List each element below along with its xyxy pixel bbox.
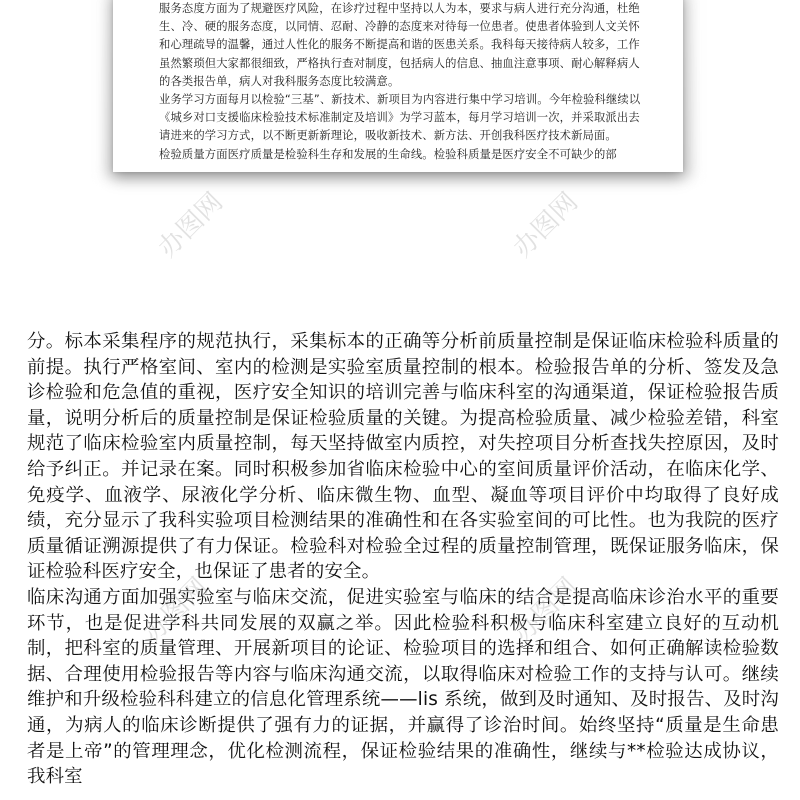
main-paragraph-clinical-communication: 临床沟通方面加强实验室与临床交流，促进实验室与临床的结合是提高临床诊治水平的重要环节，也是促进学科共同发展的双赢之举。因此检验科积极与临床科室建立良好的互动机制，把科室的质量管理、开展新项目的论证、检验项目的选择和组合、如何正确解读检验数据、合理使用检验报告等内容与临床沟通交流，以取得临床对检验工作的支持与认可。继续维护和升级检验科科建立的信息化管理系统——lis 系统，做到及时通知、及时报告、及时沟通，为病人的临床诊断提供了强有力的证据，并赢得了诊治时间。始终坚持“质量是生命患者是上帝”的管理理念，优化检测流程，保证检验结果的准确性，继续与**检验达成协议，我科室 (27, 586, 779, 788)
card-paragraph-quality: 检验质量方面医疗质量是检验科生存和发展的生命线。检验科质量是医疗安全不可缺少的部 (159, 147, 617, 161)
document-preview-text (159, 0, 649, 164)
watermark: 办图网 (507, 187, 584, 264)
card-paragraph-service: 服务态度方面为了规避医疗风险，在诊疗过程中坚持以人为本，要求与病人进行充分沟通，杜绝生、冷、硬的服务态度，以同情、忍耐、冷静的态度来对待每一位患者。使患者体验到人文关怀和心理疏导的温馨，通过人性化的服务不断提高和谐的医患关系。我科每天接待病人较多，工作虽然繁琐但大家都很细致，严格执行查对制度，包括病人的信息、抽血注意事项、耐心解释病人的各类报告单，病人对我科服务态度比较满意。 (159, 2, 640, 88)
watermark: 办图网 (507, 572, 584, 649)
watermark: 办图网 (152, 187, 229, 264)
watermark: 办图网 (137, 572, 214, 649)
main-paragraph-quality-control: 分。标本采集程序的规范执行，采集标本的正确等分析前质量控制是保证临床检验科质量的前提。执行严格室间、室内的检测是实验室质量控制的根本。检验报告单的分析、签发及急诊检验和危急值的重视，医疗安全知识的培训完善与临床科室的沟通渠道，保证检验报告质量，说明分析后的质量控制是保证检验质量的关键。为提高检验质量、减少检验差错，科室规范了临床检验室内质量控制，每天坚持做室内质控，对失控项目分析查找失控原因，及时给予纠正。并记录在案。同时积极参加省临床检验中心的室间质量评价活动，在临床化学、免疫学、血液学、尿液化学分析、临床微生物、血型、凝血等项目评价中均取得了良好成绩，充分显示了我科实验项目检测结果的准确性和在各实验室间的可比性。也为我院的医疗质量循证溯源提供了有力保证。检验科对检验全过程的质量控制管理，既保证服务临床，保证检验科医疗安全，也保证了患者的安全。 (27, 331, 779, 583)
card-paragraph-study: 业务学习方面每月以检验“三基”、新技术、新项目为内容进行集中学习培训。今年检验科继续以《城乡对口支援临床检验技术标准制定及培训》为学习蓝本，每月学习培训一次，并采取派出去请进来的学习方式，以不断更新新理论，吸收新技术、新方法、开创我科医疗技术新局面。 (159, 93, 641, 143)
main-document-body (27, 329, 779, 790)
document-preview-card (113, 0, 683, 172)
